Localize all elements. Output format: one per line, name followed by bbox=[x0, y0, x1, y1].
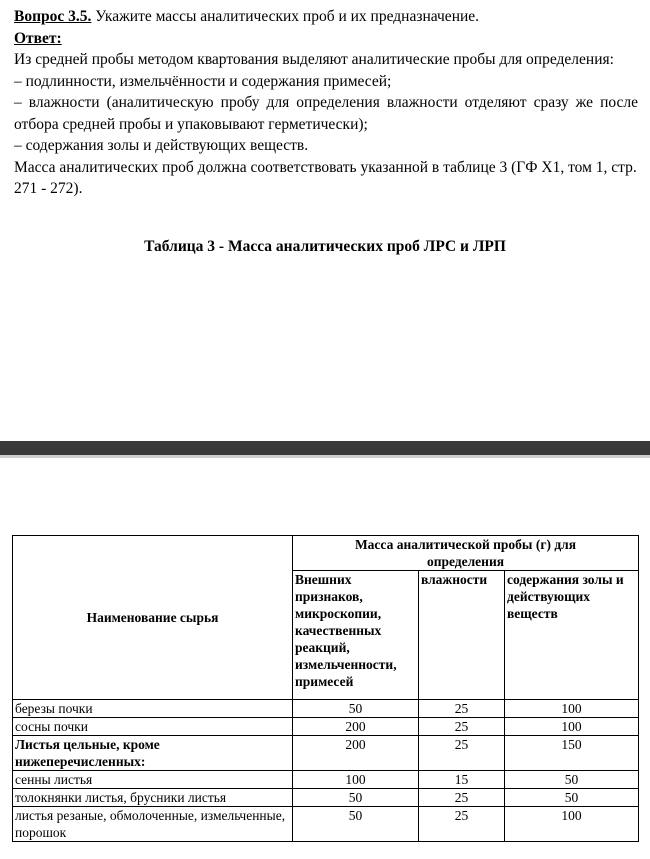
row-name: листья резаные, обмолоченные, измельченные, порошок bbox=[13, 807, 293, 842]
row-value-appearance: 200 bbox=[293, 718, 419, 736]
header-group: Масса аналитической пробы (г) для определения bbox=[293, 536, 639, 571]
row-name: Листья цельные, кроме нижеперечисленных: bbox=[13, 736, 293, 771]
row-value-ash: 100 bbox=[505, 700, 639, 718]
table-row bbox=[13, 807, 639, 842]
row-value-ash: 50 bbox=[505, 789, 639, 807]
row-value-appearance: 50 bbox=[293, 789, 419, 807]
row-value-appearance: 50 bbox=[293, 807, 419, 842]
table-row bbox=[13, 771, 639, 789]
subheader-appearance: Внешних признаков, микроскопии, качественных реакций, измельченности, примесей bbox=[293, 571, 419, 700]
table-row bbox=[13, 700, 639, 718]
row-value-moisture: 25 bbox=[419, 736, 505, 771]
row-name: толокнянки листья, брусники листья bbox=[13, 789, 293, 807]
table-header-row bbox=[13, 536, 639, 571]
table-row bbox=[13, 789, 639, 807]
row-value-moisture: 25 bbox=[419, 789, 505, 807]
row-value-ash: 100 bbox=[505, 718, 639, 736]
page-divider bbox=[0, 441, 650, 455]
row-value-moisture: 15 bbox=[419, 771, 505, 789]
row-value-moisture: 25 bbox=[419, 807, 505, 842]
answer-item: – содержания золы и действующих веществ. bbox=[14, 137, 309, 154]
subheader-moisture: влажности bbox=[419, 571, 505, 700]
answer-intro: Из средней пробы методом квартования выделяют аналитические пробы для определения: bbox=[14, 51, 614, 68]
table-title: Таблица 3 - Масса аналитических проб ЛРС и ЛРП bbox=[144, 238, 506, 255]
answer-conclusion: Масса аналитических проб должна соответствовать указанной в таблице 3 (ГФ X1, том 1, стр. 271 - 272). bbox=[14, 158, 637, 197]
row-value-ash: 150 bbox=[505, 736, 639, 771]
table-row bbox=[13, 736, 639, 771]
row-value-appearance: 50 bbox=[293, 700, 419, 718]
answer-item: – влажности (аналитическую пробу для определения влажности отделяют сразу же после отбора средней пробы и упаковывают герметически); bbox=[14, 94, 638, 133]
question-text: Укажите массы аналитических проб и их предназначение. bbox=[91, 8, 480, 25]
row-value-moisture: 25 bbox=[419, 700, 505, 718]
answer-item: – подлинности, измельчённости и содержания примесей; bbox=[14, 72, 392, 90]
answer-label: Ответ: bbox=[14, 29, 62, 47]
question-line bbox=[14, 6, 638, 28]
header-name: Наименование сырья bbox=[13, 536, 293, 700]
table-row bbox=[13, 718, 639, 736]
row-value-ash: 100 bbox=[505, 807, 639, 842]
row-value-appearance: 100 bbox=[293, 771, 419, 789]
text-block bbox=[14, 6, 638, 200]
row-name: березы почки bbox=[13, 700, 293, 718]
row-value-ash: 50 bbox=[505, 771, 639, 789]
row-value-moisture: 25 bbox=[419, 718, 505, 736]
question-label: Вопрос 3.5. bbox=[14, 8, 92, 25]
row-value-appearance: 200 bbox=[293, 736, 419, 771]
mass-table bbox=[12, 535, 639, 842]
row-name: сенны листья bbox=[13, 771, 293, 789]
row-name: сосны почки bbox=[13, 718, 293, 736]
page-divider-shadow bbox=[0, 455, 650, 458]
subheader-ash: содержания золы и действующих веществ bbox=[505, 571, 639, 700]
